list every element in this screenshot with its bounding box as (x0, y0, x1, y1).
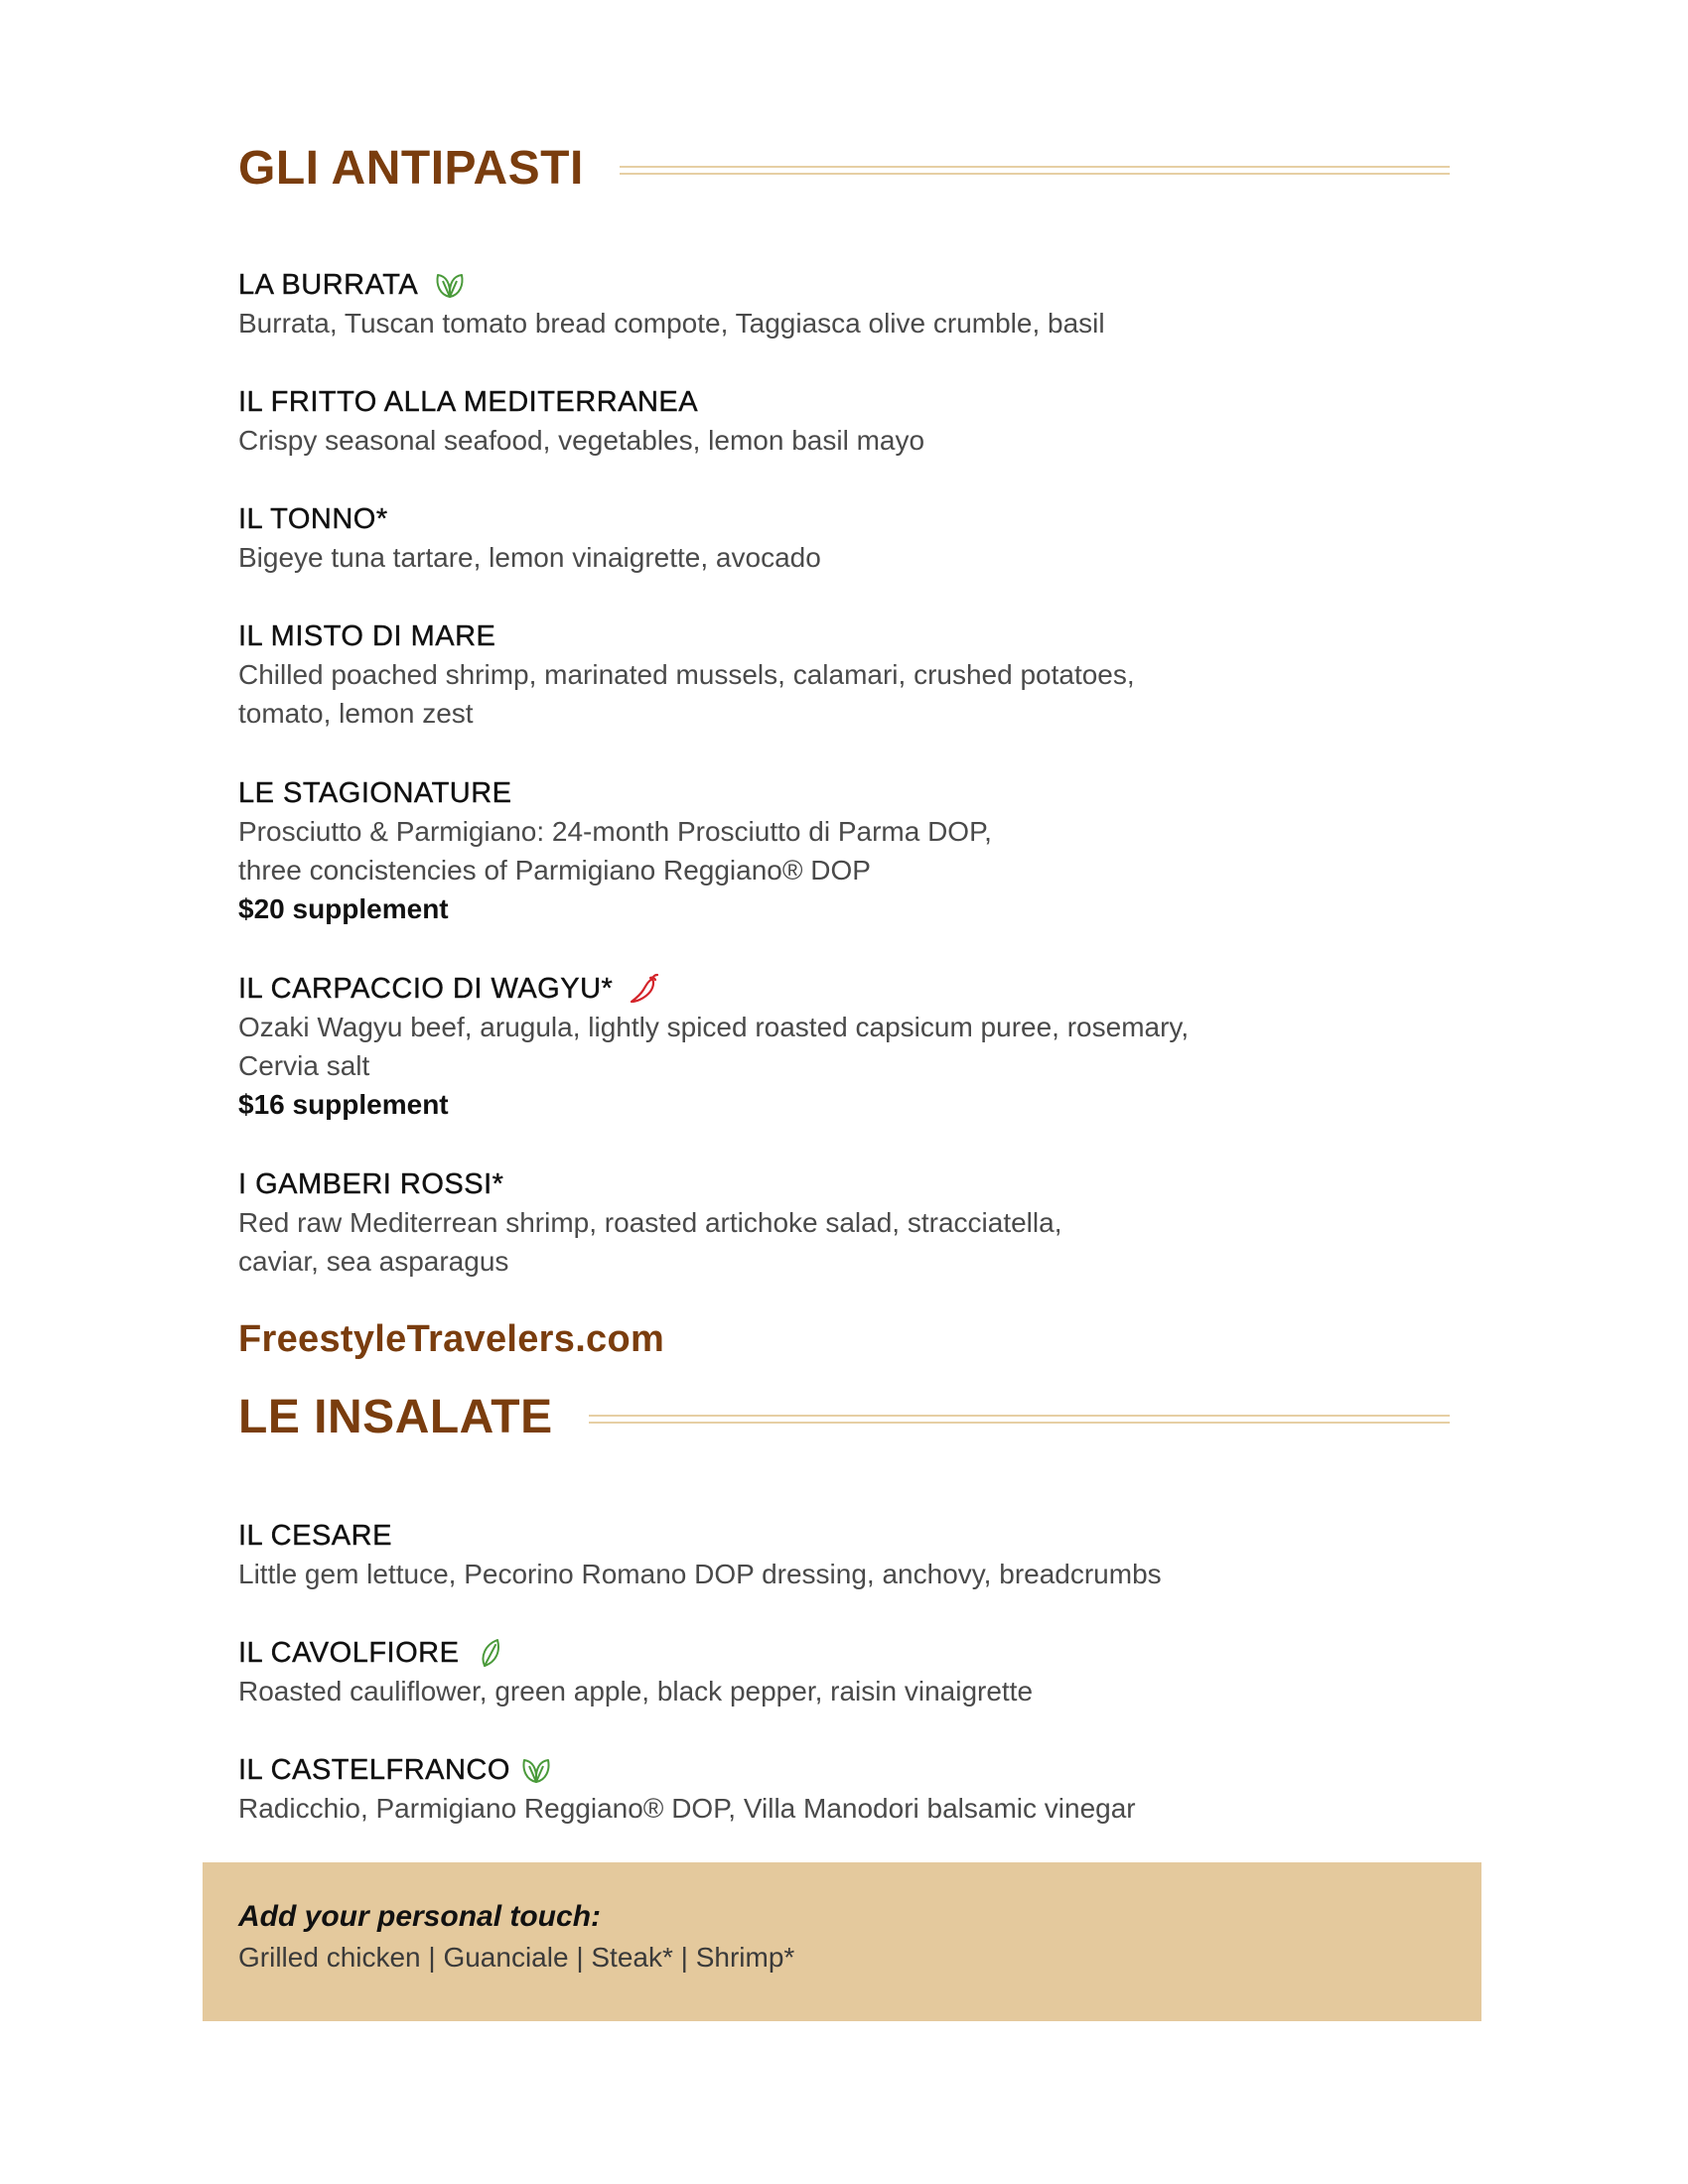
item-name: IL FRITTO ALLA MEDITERRANEA (238, 385, 699, 418)
antipasti-rule (620, 166, 1450, 175)
item-description-line2: caviar, sea asparagus (238, 1246, 509, 1277)
menu-item-misto-di-mare (238, 617, 1430, 733)
insalate-header (238, 1390, 1450, 1444)
vegetarian-leaf-icon (432, 267, 468, 303)
item-name: LE STAGIONATURE (238, 776, 512, 809)
chili-pepper-icon (627, 971, 662, 1007)
antipasti-title: GLI ANTIPASTI (238, 142, 584, 195)
menu-item-tonno (238, 500, 1430, 577)
item-name: IL CESARE (238, 1519, 392, 1552)
watermark-text: FreestyleTravelers.com (238, 1318, 665, 1360)
vegetarian-leaf-icon (518, 1752, 554, 1788)
antipasti-header (238, 141, 1450, 196)
menu-item-carpaccio-wagyu (238, 970, 1430, 1124)
item-description: Radicchio, Parmigiano Reggiano® DOP, Villa Manodori balsamic vinegar (238, 1793, 1136, 1824)
menu-item-cavolfiore (238, 1634, 1430, 1710)
item-name: IL TONNO* (238, 502, 388, 535)
item-description: Prosciutto & Parmigiano: 24-month Prosciutto di Parma DOP, (238, 816, 992, 847)
item-description: Crispy seasonal seafood, vegetables, lemon basil mayo (238, 425, 925, 456)
item-description: Burrata, Tuscan tomato bread compote, Taggiasca olive crumble, basil (238, 308, 1105, 339)
item-name: IL CASTELFRANCO (238, 1753, 510, 1786)
menu-item-burrata (238, 266, 1430, 342)
menu-item-fritto (238, 383, 1430, 460)
insalate-rule (589, 1415, 1450, 1424)
item-description: Chilled poached shrimp, marinated mussels, calamari, crushed potatoes, (238, 659, 1135, 690)
item-name: IL CAVOLFIORE (238, 1636, 460, 1669)
menu-item-gamberi-rossi (238, 1165, 1430, 1281)
item-description-line2: tomato, lemon zest (238, 698, 474, 729)
item-description: Little gem lettuce, Pecorino Romano DOP dressing, anchovy, breadcrumbs (238, 1559, 1162, 1589)
menu-item-castelfranco (238, 1751, 1430, 1828)
addon-options: Grilled chicken | Guanciale | Steak* | Shrimp* (238, 1942, 795, 1973)
item-description: Bigeye tuna tartare, lemon vinaigrette, avocado (238, 542, 821, 573)
item-description-line2: Cervia salt (238, 1050, 370, 1081)
menu-item-cesare (238, 1517, 1430, 1593)
item-supplement: $20 supplement (238, 893, 449, 924)
item-supplement: $16 supplement (238, 1089, 449, 1120)
menu-item-stagionature (238, 774, 1430, 928)
item-name: I GAMBERI ROSSI* (238, 1167, 504, 1200)
addon-box (203, 1862, 1481, 2021)
vegan-leaf-icon (473, 1635, 508, 1671)
item-name: IL CARPACCIO DI WAGYU* (238, 972, 614, 1005)
item-description: Red raw Mediterrean shrimp, roasted artichoke salad, stracciatella, (238, 1207, 1062, 1238)
item-name: LA BURRATA (238, 268, 419, 301)
insalate-title: LE INSALATE (238, 1391, 553, 1443)
item-name: IL MISTO DI MARE (238, 619, 496, 652)
item-description-line2: three concistencies of Parmigiano Reggiano® DOP (238, 855, 871, 886)
item-description: Ozaki Wagyu beef, arugula, lightly spiced roasted capsicum puree, rosemary, (238, 1012, 1190, 1042)
item-description: Roasted cauliflower, green apple, black pepper, raisin vinaigrette (238, 1676, 1034, 1706)
addon-title: Add your personal touch: (238, 1900, 602, 1933)
